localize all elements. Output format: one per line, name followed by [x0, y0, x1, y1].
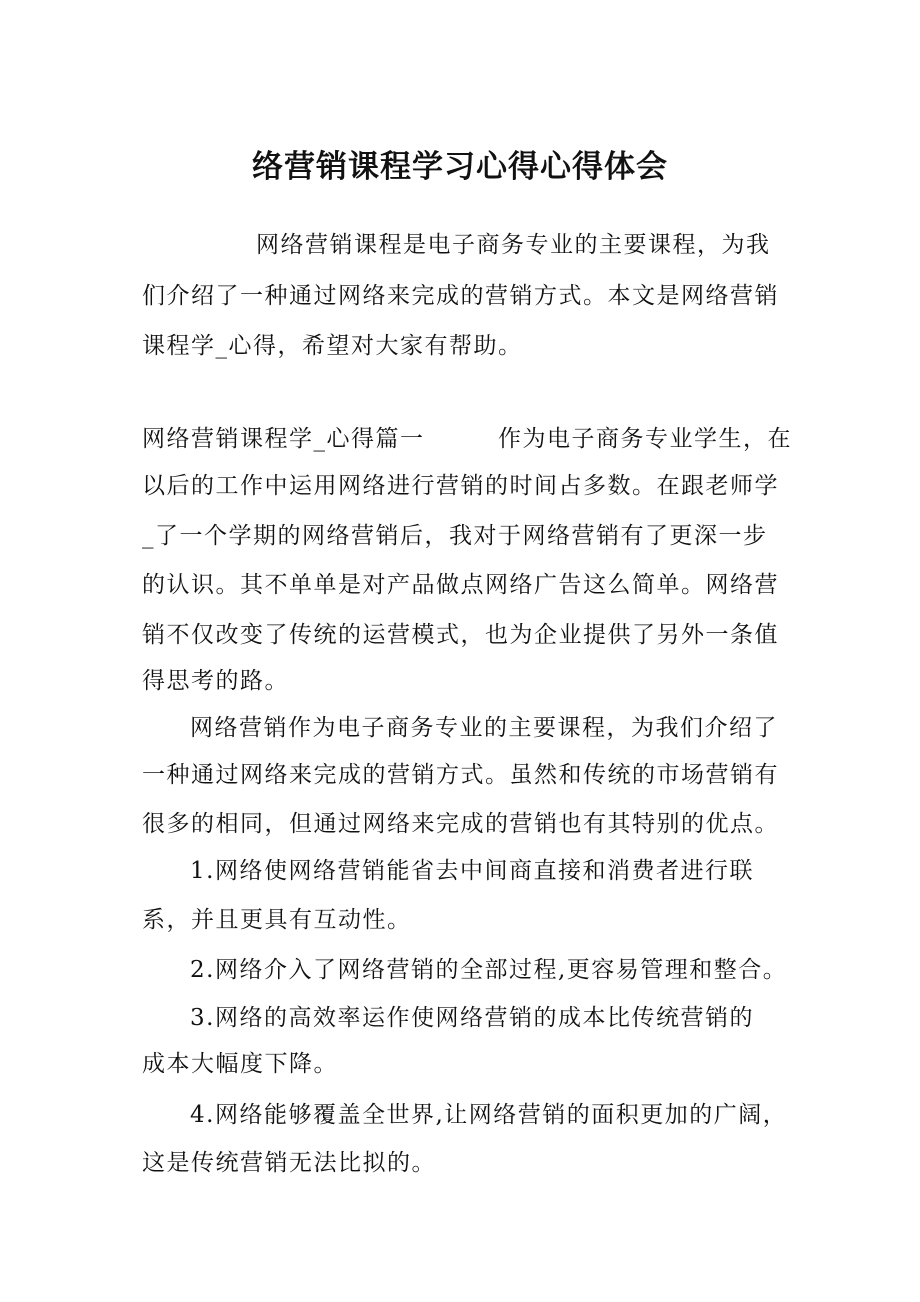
part1-line-5: 销不仅改变了传统的运营模式，也为企业提供了另外一条值: [142, 622, 779, 648]
intro-line-3: 课程学_心得，希望对大家有帮助。: [142, 333, 523, 359]
document-title: 络营销课程学习心得心得体会: [252, 149, 668, 185]
part1-line-3: _了一个学期的网络营销后，我对于网络营销有了更深一步: [142, 523, 768, 549]
item3-line-2: 成本大幅度下降。: [142, 1051, 338, 1077]
intro-line-1: 网络营销课程是电子商务专业的主要课程，为我: [256, 232, 771, 258]
item1-line-2: 系，并且更具有互动性。: [142, 907, 412, 933]
part1-line-4: 的认识。其不单单是对产品做点网络广告这么简单。网络营: [142, 572, 779, 598]
intro-line-2: 们介绍了一种通过网络来完成的营销方式。本文是网络营销: [142, 283, 779, 309]
item3-line-1: 3.网络的高效率运作使网络营销的成本比传统营销的: [190, 1005, 754, 1031]
item1-line-1: 1.网络使网络营销能省去中间商直接和消费者进行联: [190, 858, 754, 884]
part1-line-6: 得思考的路。: [142, 668, 289, 694]
part1-line-2: 以后的工作中运用网络进行营销的时间占多数。在跟老师学: [142, 473, 779, 499]
item4-line-2: 这是传统营销无法比拟的。: [142, 1150, 436, 1176]
part1-line-1: 网络营销课程学_心得篇一 作为电子商务专业学生，在: [142, 426, 792, 452]
para2-line-2: 一种通过网络来完成的营销方式。虽然和传统的市场营销有: [142, 762, 779, 788]
para2-line-1: 网络营销作为电子商务专业的主要课程，为我们介绍了: [190, 715, 778, 741]
item4-line-1: 4.网络能够覆盖全世界,让网络营销的面积更加的广阔，: [190, 1102, 788, 1128]
para2-line-3: 很多的相同，但通过网络来完成的营销也有其特别的优点。: [142, 811, 779, 837]
item2-line-1: 2.网络介入了网络营销的全部过程,更容易管理和整合。: [190, 957, 788, 983]
